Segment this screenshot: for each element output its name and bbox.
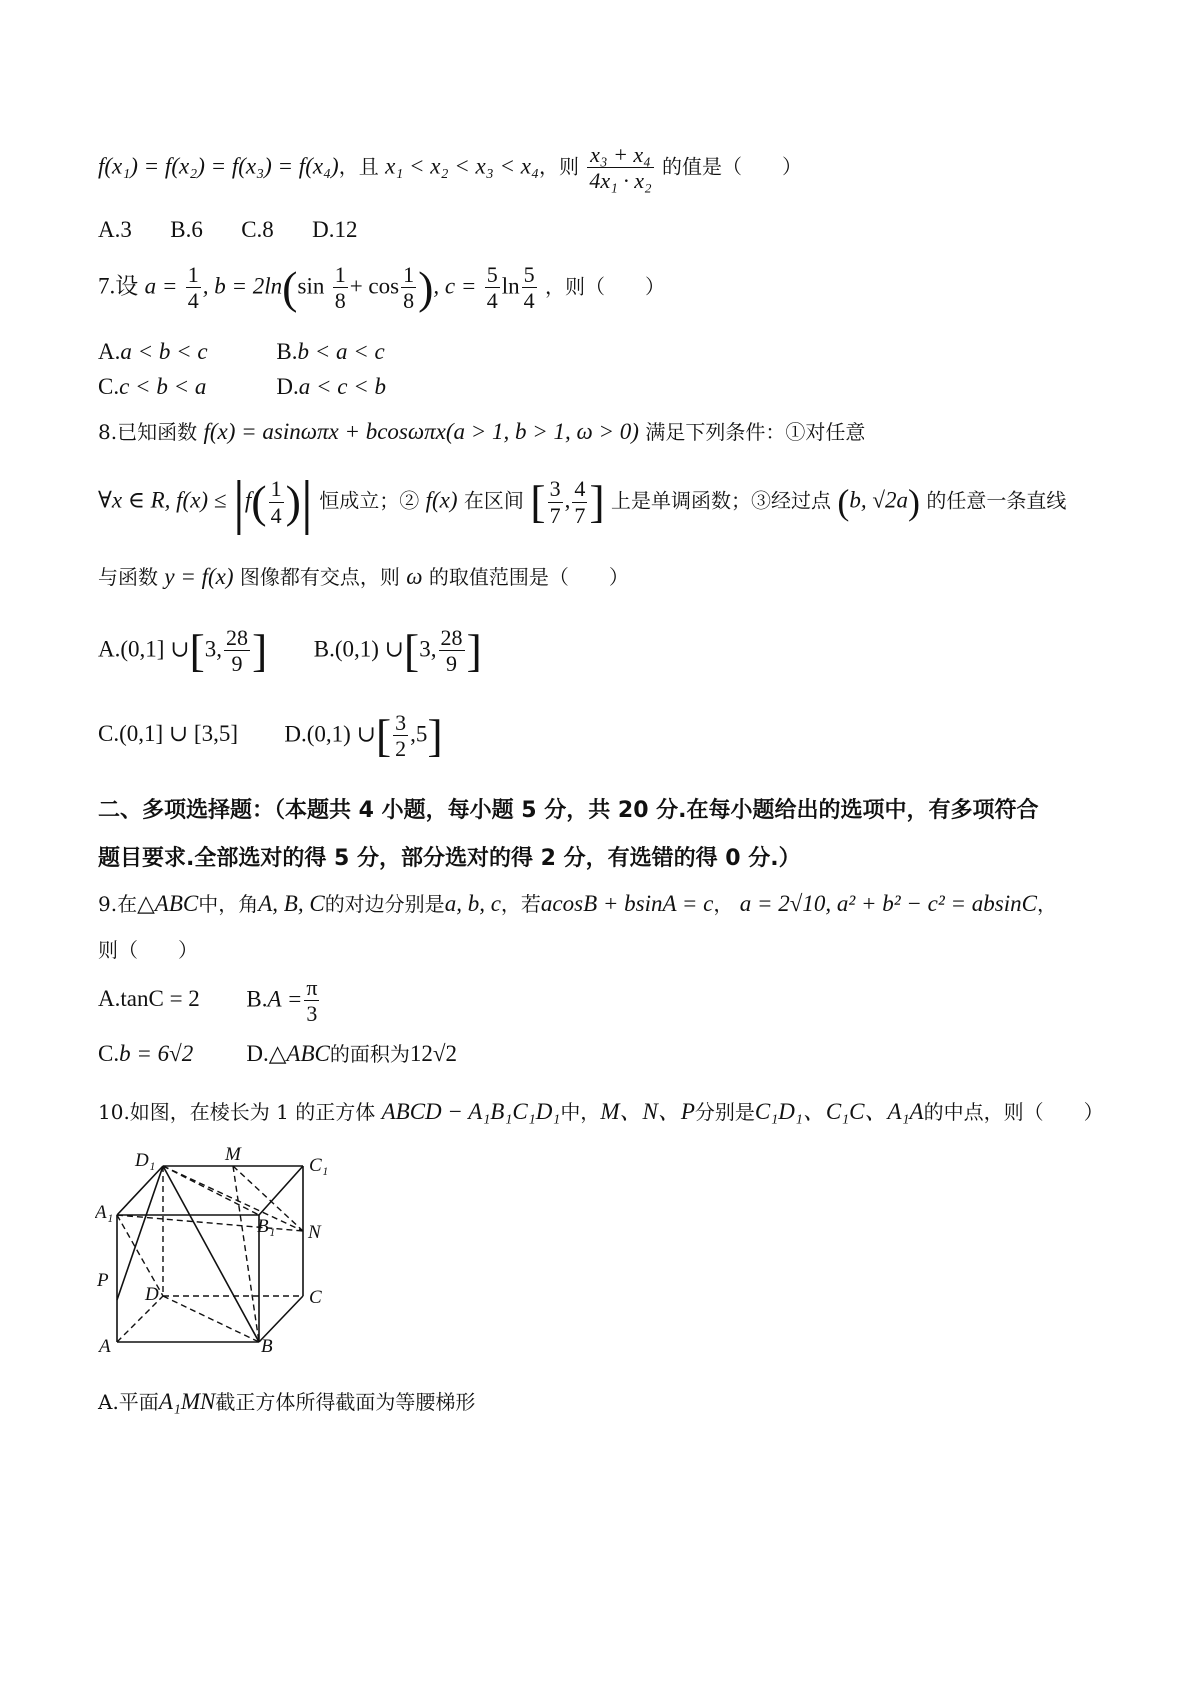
label-N: N xyxy=(308,1222,321,1243)
q7-a-frac: $\frac{1}{4}$ xyxy=(187,262,199,314)
q7-paren-open: ( xyxy=(282,261,298,313)
q8-line3-b: 图像都有交点，则 xyxy=(239,565,400,589)
q7-option-c: C.c < b < a xyxy=(98,374,207,399)
q6-cond-text: ，且 xyxy=(338,154,379,179)
label-A1: A₁ xyxy=(95,1202,114,1223)
q8-stem-line3 xyxy=(98,565,629,588)
q9-t3: ，若 xyxy=(500,892,541,916)
cube-figure xyxy=(95,1140,355,1370)
q9-stem xyxy=(98,892,1057,915)
q9-angles: A, B, C xyxy=(258,891,325,916)
q9-sides: a, b, c xyxy=(444,891,501,916)
q9-then: 则（ ） xyxy=(98,938,198,962)
q8-forall: ∀x ∈ R, f(x) ≤ xyxy=(98,487,227,513)
q7-b-def: , b = 2ln xyxy=(202,273,283,299)
q9-eq1: acosB + bsinA = c xyxy=(540,891,714,916)
q10-stem xyxy=(98,1100,1104,1123)
q8-stem-line1 xyxy=(98,420,865,443)
q7-plus-cos: + cos xyxy=(349,273,400,299)
q8-cond1: 满足下列条件：①对任意 xyxy=(645,420,866,444)
q6-order: x₁ < x₂ < x₃ < x₄ xyxy=(385,153,539,179)
q6-option-a: A.3 xyxy=(98,217,132,242)
q8-option-b: B.(0,1) ∪[3, $\frac{28}{9}$ ] xyxy=(313,624,482,677)
q7-a-def: a = xyxy=(144,273,178,299)
q8-option-c: C.(0,1] ∪ [3,5] xyxy=(98,721,239,747)
q7-options-row1 xyxy=(98,340,417,363)
q8-stem-line2: ∀x ∈ R, f(x) ≤ |f( $\frac{1}{4}$ )| 恒成立；② f(x) 在区间 [ $\frac{3}{7}$ , $\frac{4}{7}$ ] 上是单调函数；③经过点 (b, √2a) 的任意一条直线 xyxy=(98,469,1067,535)
section2-header-line1: 二、多项选择题：（本题共 4 小题，每小题 5 分，共 20 分.在每小题给出的选项中，有多项符合 xyxy=(98,798,1039,823)
q7-options-row2 xyxy=(98,375,418,398)
q7-c2-frac: $\frac{5}{4}$ xyxy=(523,262,535,314)
q6-option-b: B.6 xyxy=(170,217,203,242)
q9-eq2: a = 2√10, a² + b² − c² = absinC xyxy=(739,891,1037,916)
q10-lead: 10.如图，在棱长为 1 的正方体 xyxy=(98,1100,376,1124)
q8-cond1-tail: 恒成立；② xyxy=(319,488,420,513)
q10-t1: 中， xyxy=(560,1100,601,1124)
q9-triangle: △ABC xyxy=(137,891,199,916)
q8-interval-hi: $\frac{4}{7}$ xyxy=(574,476,586,528)
q7-c-def: , c = xyxy=(433,273,477,299)
section2-header-line2: 题目要求.全部选对的得 5 分，部分选对的得 2 分，有选错的得 0 分.） xyxy=(98,846,801,871)
q8-option-a: A.(0,1] ∪[3, $\frac{28}{9}$ ] xyxy=(98,624,268,677)
q9-t5: ， xyxy=(1037,892,1057,916)
label-P: P xyxy=(97,1270,109,1291)
q7-sin-frac: $\frac{1}{8}$ xyxy=(334,262,346,314)
q8-interval-lo: $\frac{3}{7}$ xyxy=(549,476,561,528)
q10-t3: 的中点，则（ ） xyxy=(923,1100,1104,1124)
q6-condition-line xyxy=(98,142,802,194)
q8-quarter-frac: $\frac{1}{4}$ xyxy=(270,476,282,528)
q6-option-d: D.12 xyxy=(312,217,358,242)
q9-option-c: C.b = 6√2 xyxy=(98,1041,194,1066)
q6-options xyxy=(98,218,390,241)
q9-lead: 9.在 xyxy=(98,892,138,916)
q8-omega: ω xyxy=(406,564,423,589)
q7-stem xyxy=(98,262,665,314)
q9-t2: 的对边分别是 xyxy=(324,892,445,916)
q10-cube: ABCD − A₁B₁C₁D₁ xyxy=(381,1099,561,1124)
q9-options-row1 xyxy=(98,975,353,1027)
q7-cos-frac: $\frac{1}{8}$ xyxy=(403,262,415,314)
q8-point: b, √2a xyxy=(849,487,909,513)
label-D: D xyxy=(145,1284,159,1305)
label-M: M xyxy=(225,1144,241,1165)
q6-then-text: ，则 xyxy=(538,154,579,179)
label-A: A xyxy=(99,1336,111,1357)
q8-lead: 8.已知函数 xyxy=(98,420,198,444)
q6-equal-values: f(x₁) = f(x₂) = f(x₃) = f(x₄) xyxy=(98,153,339,179)
q7-sin: sin xyxy=(297,273,325,299)
q10-option-a xyxy=(98,1390,475,1413)
q7-c-frac: $\frac{5}{4}$ xyxy=(486,262,498,314)
q7-option-a: A.a < b < c xyxy=(98,339,208,364)
q7-tail: ，则（ ） xyxy=(545,274,666,299)
q7-ln: ln xyxy=(501,273,520,299)
label-B1: B₁ xyxy=(257,1216,276,1237)
q7-option-d: D.a < c < b xyxy=(276,374,386,399)
q7-lead: 7.设 xyxy=(98,273,139,299)
label-C: C xyxy=(309,1287,322,1308)
q9-option-b: B.A = $\frac{\pi}{3}$ xyxy=(246,975,318,1027)
q6-option-c: C.8 xyxy=(241,217,274,242)
q8-line3-a: 与函数 xyxy=(98,565,158,589)
q7-paren-close: ) xyxy=(418,261,434,313)
q9-options-row2 xyxy=(98,1042,489,1065)
q8-interval-text: 在区间 xyxy=(463,488,524,513)
q9-t4: ， xyxy=(713,892,734,916)
q8-function: f(x) = asinωπx + bcosωπx(a > 1, b > 1, ω > 0) xyxy=(203,419,639,444)
q9-option-a: A.tanC = 2 xyxy=(98,986,200,1012)
q10-t2: 分别是 xyxy=(694,1100,755,1124)
q10-option-a-lead: A.平面 xyxy=(98,1390,159,1414)
q6-tail: 的值是（ ） xyxy=(662,154,803,179)
label-D1: D₁ xyxy=(135,1150,156,1171)
q8-line-text: 的任意一条直线 xyxy=(926,488,1067,513)
q8-fx: f(x) xyxy=(425,487,458,513)
label-C1: C₁ xyxy=(309,1155,329,1176)
q8-options-row2 xyxy=(98,710,475,762)
q7-option-b: B.b < a < c xyxy=(276,339,385,364)
q8-abs-f: f xyxy=(244,487,252,513)
q8-yfx: y = f(x) xyxy=(164,564,234,589)
q10-option-a-text: 截正方体所得截面为等腰梯形 xyxy=(215,1390,476,1414)
q8-line3-c: 的取值范围是（ ） xyxy=(428,565,629,589)
q8-options-row1 xyxy=(98,625,514,677)
q10-midpoints: C₁D₁、C₁C、A₁A xyxy=(754,1099,924,1124)
q6-fraction: $\frac{\text{x₃ + x₄}}{\text{4x₁ · x₂}}$ xyxy=(589,142,652,194)
q8-option-d: D.(0,1) ∪[ $\frac{3}{2}$ ,5] xyxy=(284,709,443,762)
q10-mnp: M、N、P xyxy=(600,1099,695,1124)
q8-monotonic-text: 上是单调函数；③经过点 xyxy=(611,488,832,513)
q9-option-d: D.△ABC的面积为12√2 xyxy=(246,1041,457,1066)
label-B: B xyxy=(261,1336,273,1357)
q10-option-a-plane: A₁MN xyxy=(158,1389,216,1414)
q9-t1: 中，角 xyxy=(198,892,259,916)
